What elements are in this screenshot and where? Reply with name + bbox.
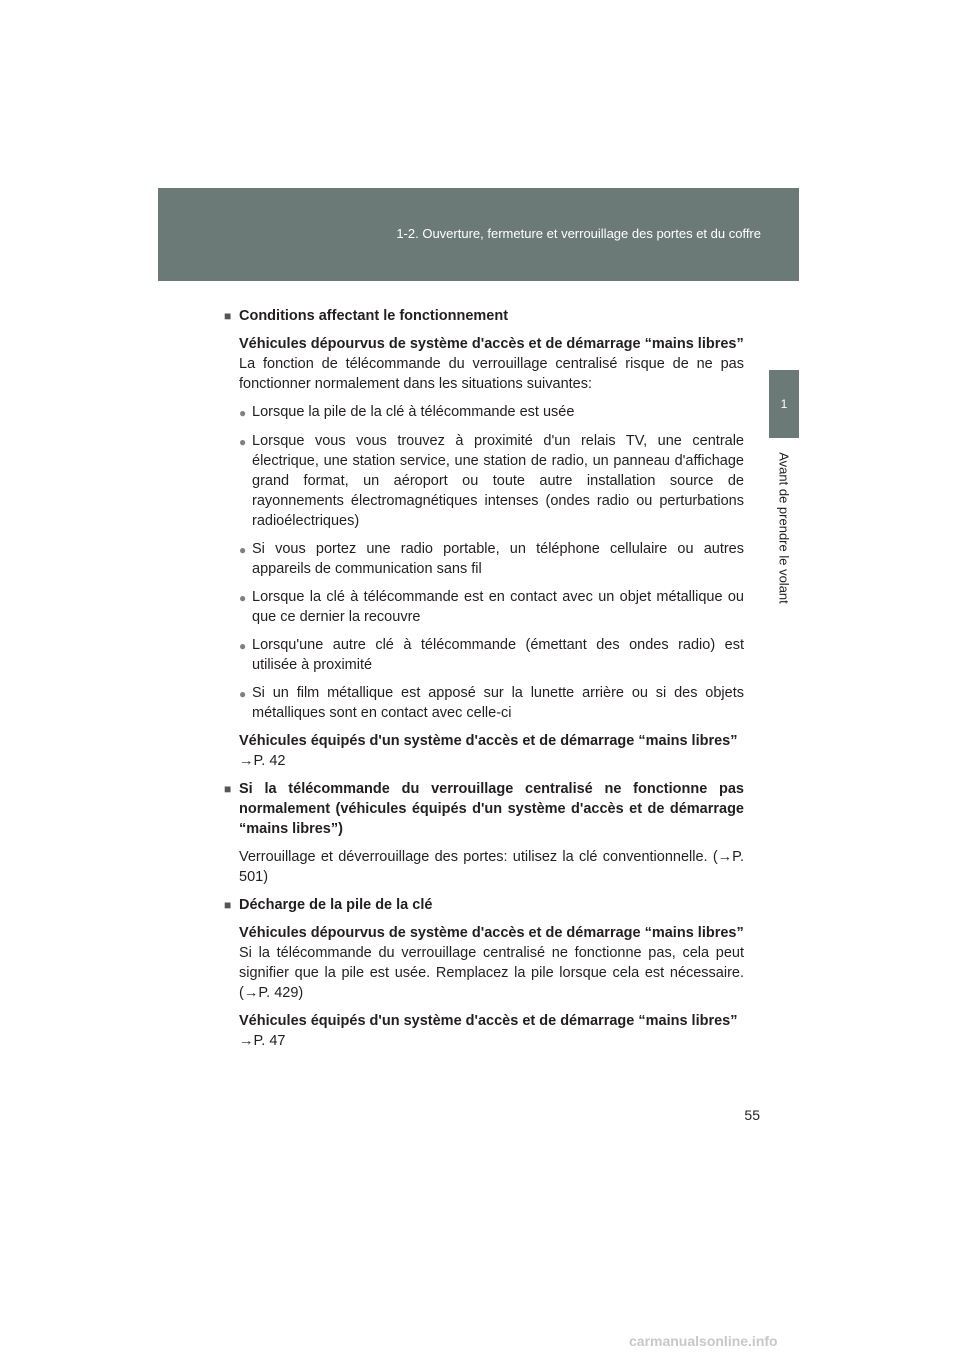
list-item-text: Si vous portez une radio portable, un téléphone cellulaire ou autres appareils de communication sans fil	[252, 541, 744, 577]
page-content	[224, 306, 744, 1059]
section-block	[224, 1011, 744, 1051]
section-block	[224, 923, 744, 1003]
list-item-text: Lorsqu'une autre clé à télécommande (émettant des ondes radio) est utilisée à proximité	[252, 637, 744, 673]
page-number: 55	[744, 1107, 760, 1123]
list-item	[239, 683, 744, 723]
circle-bullet-icon: ●	[239, 639, 247, 653]
section-heading	[224, 895, 744, 915]
subheading: Véhicules équipés d'un système d'accès et de démarrage “mains libres”	[239, 733, 738, 749]
heading-text: Si la télécommande du verrouillage centralisé ne fonctionne pas normalement (véhicules équipés d'un système d'accès et de démarrage “mains libres”)	[239, 781, 744, 837]
section-title: 1-2. Ouverture, fermeture et verrouillage des portes et du coffre	[396, 226, 761, 241]
list-item	[239, 635, 744, 675]
section-block	[224, 847, 744, 887]
circle-bullet-icon: ●	[239, 406, 247, 420]
section-block	[224, 334, 744, 394]
square-bullet-icon: ■	[224, 782, 232, 796]
list-item	[239, 402, 744, 423]
heading-text: Décharge de la pile de la clé	[239, 897, 433, 913]
list-item-text: Si un film métallique est apposé sur la lunette arrière ou si des objets métalliques sont en contact avec celle-ci	[252, 685, 744, 721]
paragraph: Verrouillage et déverrouillage des portes: utilisez la clé conventionnelle. (→P. 501)	[239, 849, 744, 885]
chapter-number: 1	[780, 397, 788, 411]
section-heading	[224, 306, 744, 326]
circle-bullet-icon: ●	[239, 435, 247, 449]
square-bullet-icon: ■	[224, 309, 232, 323]
circle-bullet-icon: ●	[239, 543, 247, 557]
list-item-text: Lorsque la clé à télécommande est en contact avec un objet métallique ou que ce dernier la recouvre	[252, 589, 744, 625]
square-bullet-icon: ■	[224, 898, 232, 912]
subheading: Véhicules dépourvus de système d'accès et de démarrage “mains libres”	[239, 336, 744, 352]
paragraph: La fonction de télécommande du verrouillage centralisé risque de ne pas fonctionner normalement dans les situations suivantes:	[239, 356, 744, 392]
page-reference-link[interactable]: →P. 42	[239, 753, 286, 769]
chapter-label: Avant de prendre le volant	[776, 452, 792, 604]
page-reference-link[interactable]: →P. 47	[239, 1033, 286, 1049]
section-heading	[224, 779, 744, 839]
list-item	[239, 431, 744, 531]
circle-bullet-icon: ●	[239, 591, 247, 605]
circle-bullet-icon: ●	[239, 687, 247, 701]
bullet-list	[224, 402, 744, 723]
list-item-text: Lorsque la pile de la clé à télécommande est usée	[252, 404, 575, 420]
list-item	[239, 539, 744, 579]
subheading: Véhicules dépourvus de système d'accès et de démarrage “mains libres”	[239, 925, 744, 941]
chapter-tab	[769, 370, 799, 438]
paragraph: Si la télécommande du verrouillage centralisé ne fonctionne pas, cela peut signifier que la pile est usée. Remplacez la pile lorsque cela est nécessaire. (→P. 429)	[239, 945, 744, 1001]
list-item-text: Lorsque vous vous trouvez à proximité d'un relais TV, une centrale électrique, une station service, une station de radio, un panneau d'affichage grand format, un aéroport ou toute autre installation source de rayonnements électromagnétiques intenses (ondes radio ou perturbations radioélectriques)	[252, 433, 744, 529]
watermark: carmanualsonline.info	[629, 1333, 778, 1349]
section-header-band	[158, 188, 799, 281]
list-item	[239, 587, 744, 627]
heading-text: Conditions affectant le fonctionnement	[239, 308, 509, 324]
section-block	[224, 731, 744, 771]
subheading: Véhicules équipés d'un système d'accès et de démarrage “mains libres”	[239, 1013, 738, 1029]
